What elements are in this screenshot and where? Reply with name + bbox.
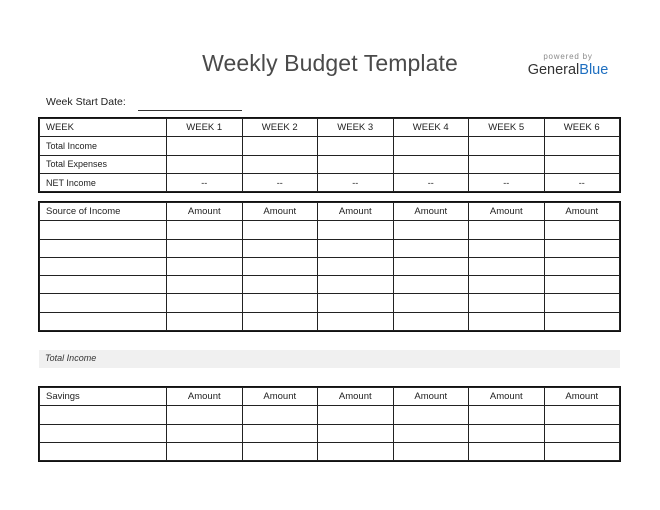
net-income-cell: -- — [167, 173, 243, 191]
header-amount: Amount — [167, 388, 243, 406]
entry-amount-cell[interactable] — [242, 221, 318, 239]
page-title: Weekly Budget Template — [202, 50, 458, 76]
header-amount: Amount — [393, 388, 469, 406]
total-income-label: Total Income — [45, 353, 97, 363]
entry-amount-cell[interactable] — [318, 239, 394, 257]
entry-name-cell[interactable] — [40, 276, 167, 294]
entry-amount-cell[interactable] — [393, 276, 469, 294]
header-week-3: WEEK 3 — [318, 119, 394, 137]
entry-amount-cell[interactable] — [318, 406, 394, 424]
header-week-6: WEEK 6 — [544, 119, 620, 137]
entry-name-cell[interactable] — [40, 312, 167, 330]
entry-amount-cell[interactable] — [318, 276, 394, 294]
entry-amount-cell[interactable] — [469, 257, 545, 275]
header-amount: Amount — [167, 203, 243, 221]
header-amount: Amount — [242, 388, 318, 406]
cell[interactable] — [167, 155, 243, 173]
brand-name — [522, 62, 614, 78]
cell[interactable] — [242, 137, 318, 155]
entry-name-cell[interactable] — [40, 257, 167, 275]
entry-amount-cell[interactable] — [544, 294, 620, 312]
header-amount: Amount — [469, 203, 545, 221]
entry-amount-cell[interactable] — [318, 294, 394, 312]
cell[interactable] — [544, 155, 620, 173]
savings-entry-row — [40, 442, 620, 460]
week-start-label: Week Start Date: — [46, 96, 126, 108]
savings-entry-row — [40, 424, 620, 442]
entry-amount-cell[interactable] — [544, 239, 620, 257]
cell[interactable] — [242, 155, 318, 173]
entry-amount-cell[interactable] — [318, 442, 394, 460]
entry-name-cell[interactable] — [40, 221, 167, 239]
entry-amount-cell[interactable] — [318, 312, 394, 330]
net-income-cell: -- — [544, 173, 620, 191]
entry-name-cell[interactable] — [40, 424, 167, 442]
income-entry-row — [40, 312, 620, 330]
income-entry-row — [40, 239, 620, 257]
entry-amount-cell[interactable] — [393, 424, 469, 442]
header-amount: Amount — [544, 203, 620, 221]
row-net-income — [40, 173, 620, 191]
net-income-cell: -- — [242, 173, 318, 191]
entry-amount-cell[interactable] — [469, 276, 545, 294]
total-income-row — [39, 350, 620, 368]
entry-amount-cell[interactable] — [167, 276, 243, 294]
income-table — [39, 202, 620, 331]
entry-amount-cell[interactable] — [318, 424, 394, 442]
header-week-1: WEEK 1 — [167, 119, 243, 137]
header-amount: Amount — [318, 388, 394, 406]
row-total-income — [40, 137, 620, 155]
brand-name-general: General — [527, 62, 580, 78]
entry-amount-cell[interactable] — [167, 239, 243, 257]
header-week: WEEK — [40, 119, 167, 137]
cell[interactable] — [318, 155, 394, 173]
header-amount: Amount — [393, 203, 469, 221]
entry-amount-cell[interactable] — [318, 257, 394, 275]
row-label: Total Expenses — [40, 155, 167, 173]
week-start-date-field[interactable] — [138, 110, 242, 111]
entry-amount-cell[interactable] — [544, 424, 620, 442]
income-entry-row — [40, 294, 620, 312]
row-label: NET Income — [40, 173, 167, 191]
net-income-cell: -- — [469, 173, 545, 191]
entry-amount-cell[interactable] — [393, 406, 469, 424]
entry-amount-cell[interactable] — [167, 257, 243, 275]
brand-powered-by: powered by — [543, 52, 593, 61]
weekly-summary-header-row — [40, 119, 620, 137]
entry-amount-cell[interactable] — [393, 239, 469, 257]
header-amount: Amount — [318, 203, 394, 221]
income-header-row — [40, 203, 620, 221]
entry-amount-cell[interactable] — [242, 406, 318, 424]
entry-amount-cell[interactable] — [167, 424, 243, 442]
entry-amount-cell[interactable] — [242, 424, 318, 442]
entry-amount-cell[interactable] — [544, 312, 620, 330]
cell[interactable] — [469, 155, 545, 173]
entry-amount-cell[interactable] — [469, 442, 545, 460]
entry-amount-cell[interactable] — [393, 294, 469, 312]
entry-amount-cell[interactable] — [469, 239, 545, 257]
entry-amount-cell[interactable] — [469, 294, 545, 312]
weekly-summary-table — [39, 118, 620, 192]
row-total-expenses — [40, 155, 620, 173]
net-income-cell: -- — [318, 173, 394, 191]
cell[interactable] — [544, 137, 620, 155]
header-week-5: WEEK 5 — [469, 119, 545, 137]
entry-amount-cell[interactable] — [167, 221, 243, 239]
entry-amount-cell[interactable] — [469, 424, 545, 442]
entry-amount-cell[interactable] — [544, 406, 620, 424]
entry-amount-cell[interactable] — [242, 239, 318, 257]
entry-amount-cell[interactable] — [544, 257, 620, 275]
header-amount: Amount — [469, 388, 545, 406]
entry-amount-cell[interactable] — [469, 221, 545, 239]
header-week-2: WEEK 2 — [242, 119, 318, 137]
entry-amount-cell[interactable] — [242, 294, 318, 312]
entry-name-cell[interactable] — [40, 239, 167, 257]
entry-name-cell[interactable] — [40, 442, 167, 460]
entry-amount-cell[interactable] — [393, 257, 469, 275]
entry-amount-cell[interactable] — [318, 221, 394, 239]
header-amount: Amount — [242, 203, 318, 221]
entry-amount-cell[interactable] — [393, 442, 469, 460]
income-entry-row — [40, 257, 620, 275]
entry-name-cell[interactable] — [40, 294, 167, 312]
entry-amount-cell[interactable] — [393, 221, 469, 239]
entry-amount-cell[interactable] — [544, 276, 620, 294]
net-income-cell: -- — [393, 173, 469, 191]
entry-amount-cell[interactable] — [469, 312, 545, 330]
header-amount: Amount — [544, 388, 620, 406]
income-entry-row — [40, 221, 620, 239]
cell[interactable] — [393, 137, 469, 155]
entry-amount-cell[interactable] — [167, 294, 243, 312]
savings-entry-row — [40, 406, 620, 424]
header-savings: Savings — [40, 388, 167, 406]
entry-amount-cell[interactable] — [242, 276, 318, 294]
savings-header-row — [40, 388, 620, 406]
cell[interactable] — [318, 137, 394, 155]
entry-amount-cell[interactable] — [544, 442, 620, 460]
cell[interactable] — [393, 155, 469, 173]
header-source-of-income: Source of Income — [40, 203, 167, 221]
entry-amount-cell[interactable] — [167, 406, 243, 424]
savings-table — [39, 387, 620, 461]
brand-name-blue: Blue — [579, 62, 609, 78]
entry-amount-cell[interactable] — [393, 312, 469, 330]
entry-amount-cell[interactable] — [469, 406, 545, 424]
entry-name-cell[interactable] — [40, 406, 167, 424]
income-entry-row — [40, 276, 620, 294]
brand-logo — [522, 52, 614, 78]
entry-amount-cell[interactable] — [544, 221, 620, 239]
entry-amount-cell[interactable] — [242, 312, 318, 330]
entry-amount-cell[interactable] — [167, 442, 243, 460]
row-label: Total Income — [40, 137, 167, 155]
entry-amount-cell[interactable] — [242, 442, 318, 460]
cell[interactable] — [167, 137, 243, 155]
entry-amount-cell[interactable] — [242, 257, 318, 275]
cell[interactable] — [469, 137, 545, 155]
entry-amount-cell[interactable] — [167, 312, 243, 330]
header-week-4: WEEK 4 — [393, 119, 469, 137]
